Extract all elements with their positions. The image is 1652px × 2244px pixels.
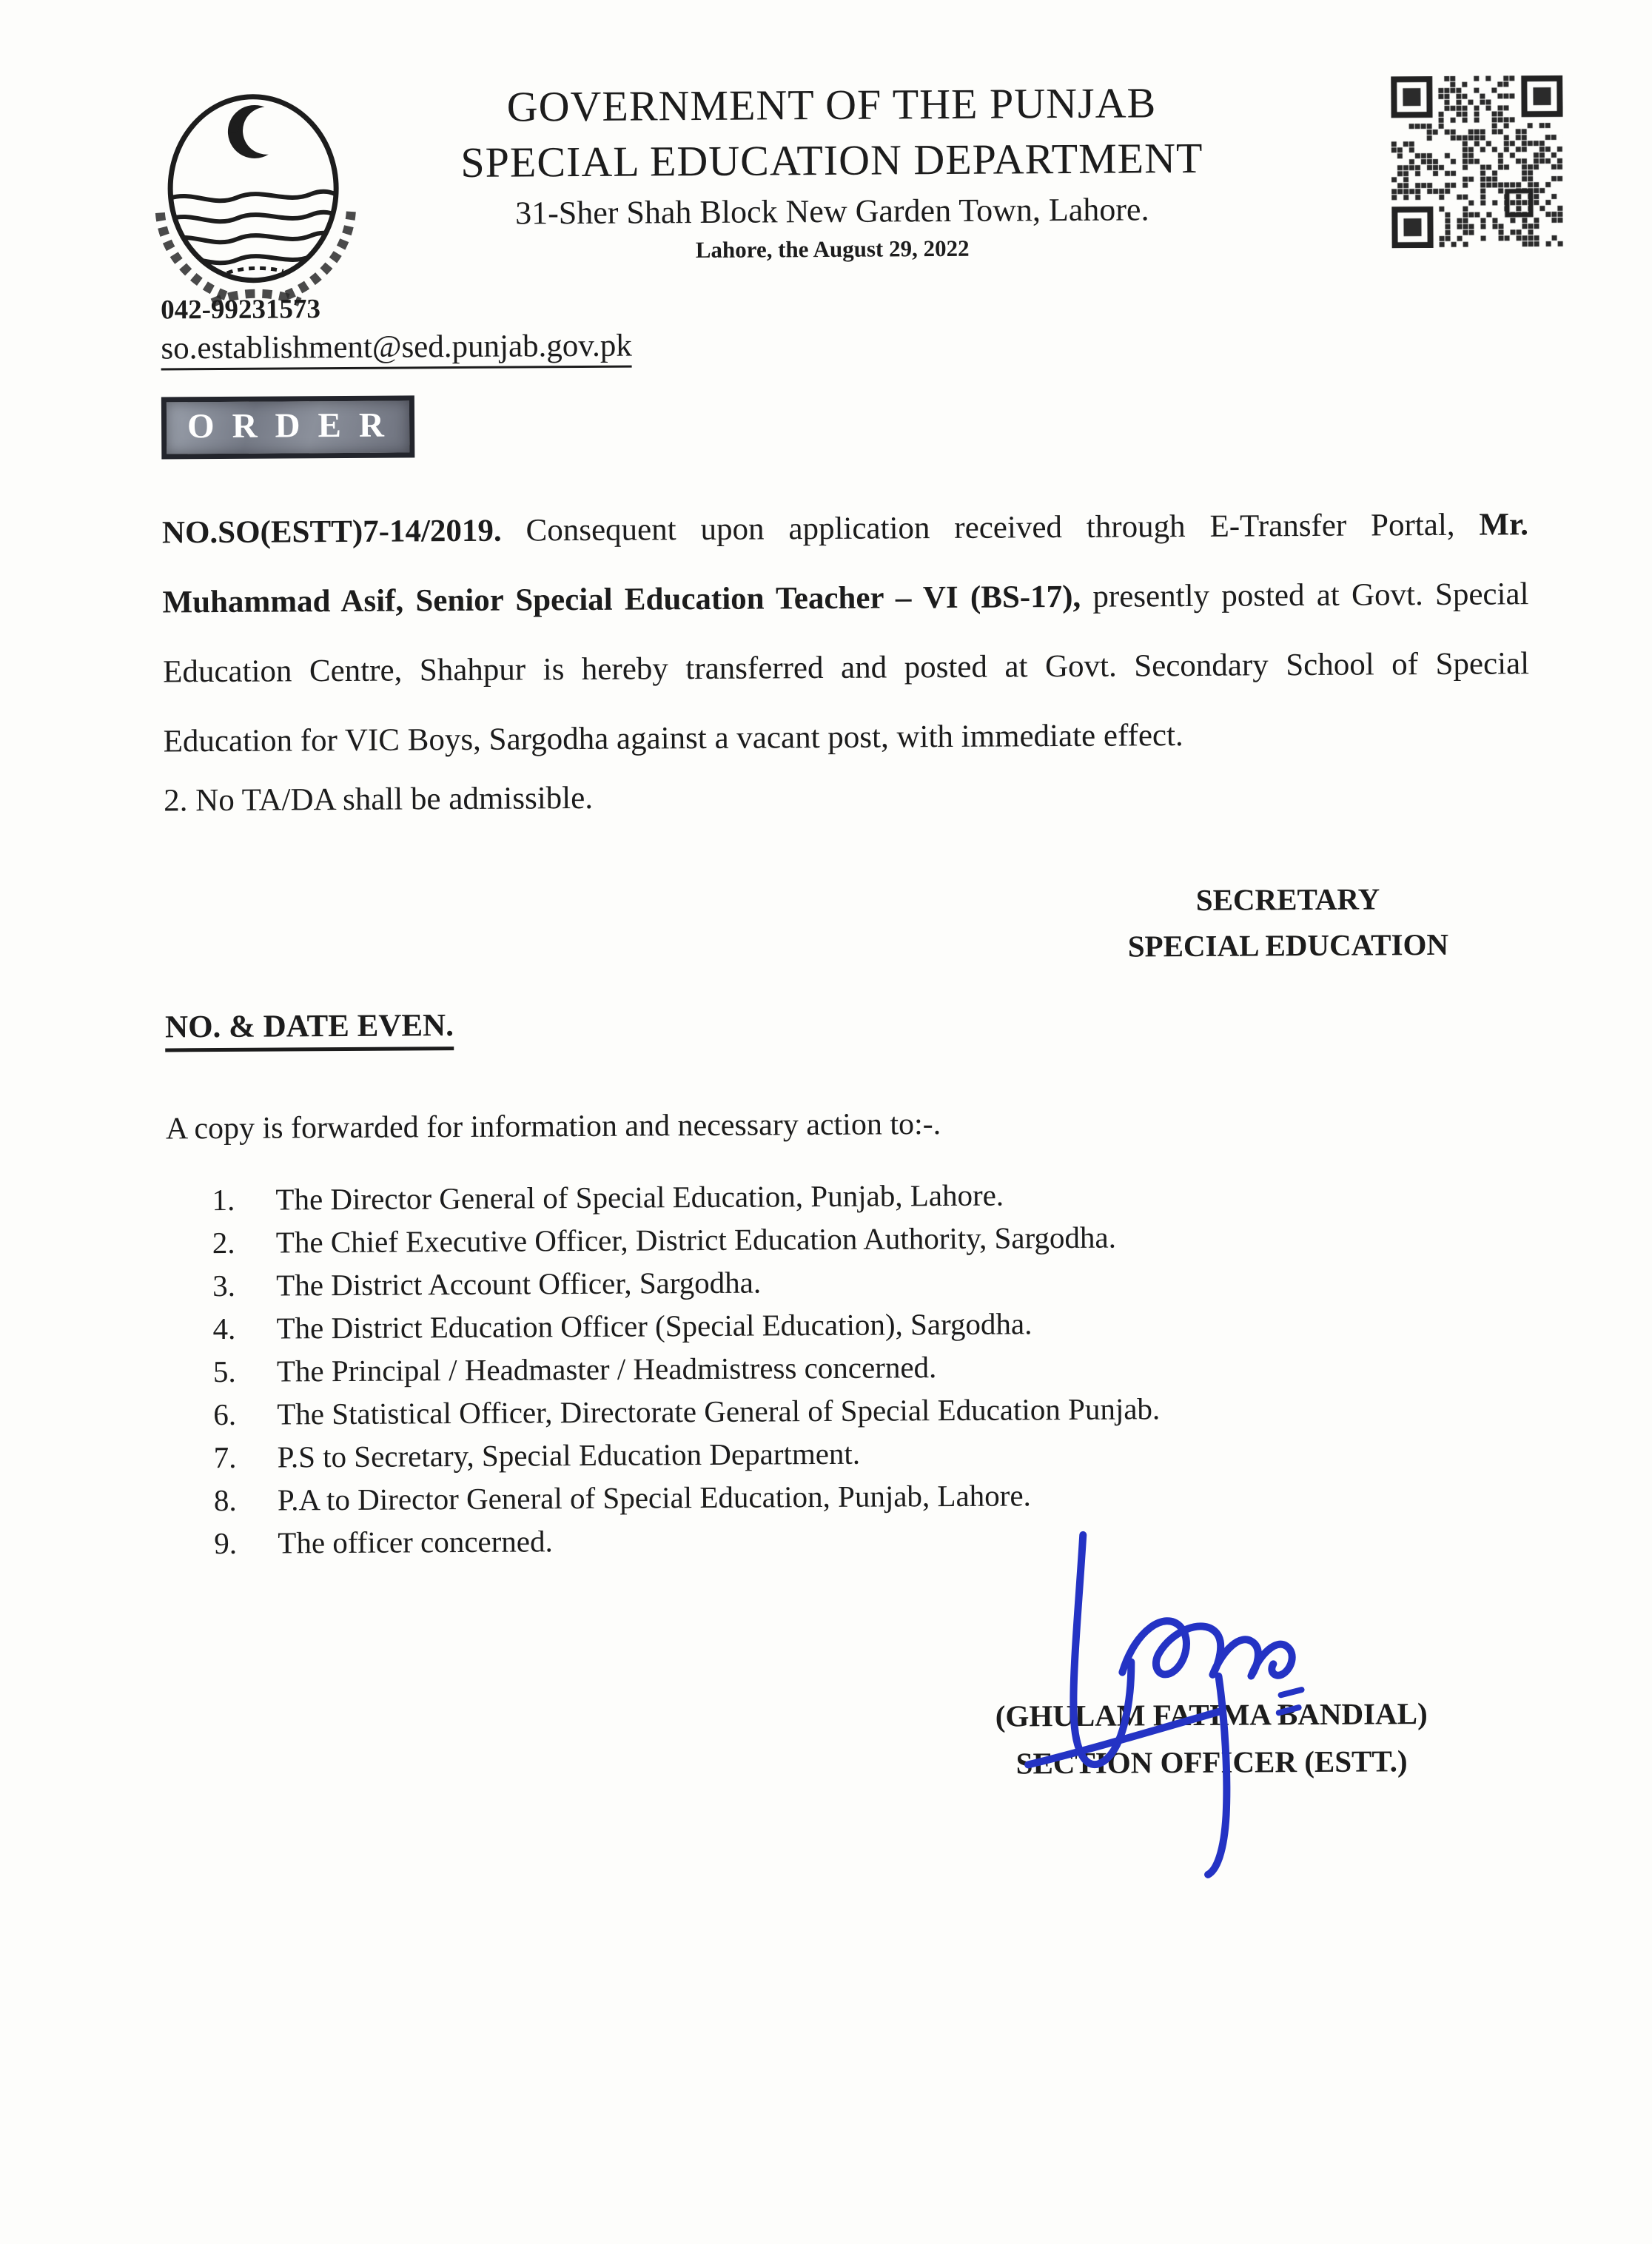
phone-number: 042-99231573 (161, 294, 321, 326)
subject-officer-name: Mr. Muhammad Asif, Senior Special Education Teacher – VI (BS-17), (162, 507, 1529, 620)
recipient-item: The District Education Officer (Special Education), Sargodha. (276, 1306, 1032, 1346)
recipient-item: The Statistical Officer, Directorate General of Special Education Punjab. (277, 1391, 1161, 1431)
recipient-item: The officer concerned. (278, 1524, 553, 1560)
org-name-line2: SPECIAL EDUCATION DEPARTMENT (460, 133, 1203, 187)
order-paragraph (162, 490, 1530, 776)
place-date-line: Lahore, the August 29, 2022 (695, 235, 970, 263)
recipient-item: The Chief Executive Officer, District Education Authority, Sargodha. (275, 1220, 1117, 1260)
order-heading-stamp: ORDER (161, 395, 414, 459)
recipient-item: The Director General of Special Education, Punjab, Lahore. (275, 1178, 1004, 1217)
qr-code (1391, 75, 1563, 248)
recipient-list (201, 1178, 1314, 1571)
authority-title-line2: SPECIAL EDUCATION (1127, 927, 1449, 964)
officer-title: SECTION OFFICER (ESTT.) (1015, 1744, 1408, 1781)
paragraph-segment-1: Consequent upon application received through E-Transfer Portal, (501, 507, 1480, 548)
contact-block (161, 292, 632, 371)
copy-forwarded-line: A copy is forwarded for information and necessary action to:-. (165, 1107, 941, 1146)
reference-number: NO.SO(ESTT)7-14/2019. (161, 513, 502, 551)
org-address: 31-Sher Shah Block New Garden Town, Lahore. (515, 191, 1149, 232)
endorsement-heading: NO. & DATE EVEN. (165, 1007, 454, 1052)
org-name-line1: GOVERNMENT OF THE PUNJAB (506, 78, 1157, 131)
recipient-item: P.S to Secretary, Special Education Department. (277, 1436, 861, 1474)
officer-name: (GHULAM FATIMA BANDIAL) (995, 1696, 1428, 1733)
recipient-item: The District Account Officer, Sargodha. (276, 1265, 762, 1303)
email-address: so.establishment@sed.punjab.gov.pk (161, 328, 632, 371)
punjab-government-crest-icon (140, 86, 371, 317)
authority-title-line1: SECRETARY (1195, 881, 1380, 917)
recipient-item: P.A to Director General of Special Education, Punjab, Lahore. (277, 1478, 1031, 1517)
paragraph-segment-2: presently posted at Govt. Special Education Centre, Shahpur is hereby transferred and posted at Govt. Secondary School of Special Education for VIC Boys, Sargodha against a vacant post, with immediate effect. (162, 577, 1530, 759)
authority-signature-block (1081, 875, 1496, 969)
letterhead (350, 77, 1313, 266)
clause-no-tada: 2. No TA/DA shall be admissible. (164, 780, 594, 819)
recipient-item: The Principal / Headmaster / Headmistress concerned. (276, 1350, 937, 1388)
officer-signature-block (938, 1690, 1486, 1788)
